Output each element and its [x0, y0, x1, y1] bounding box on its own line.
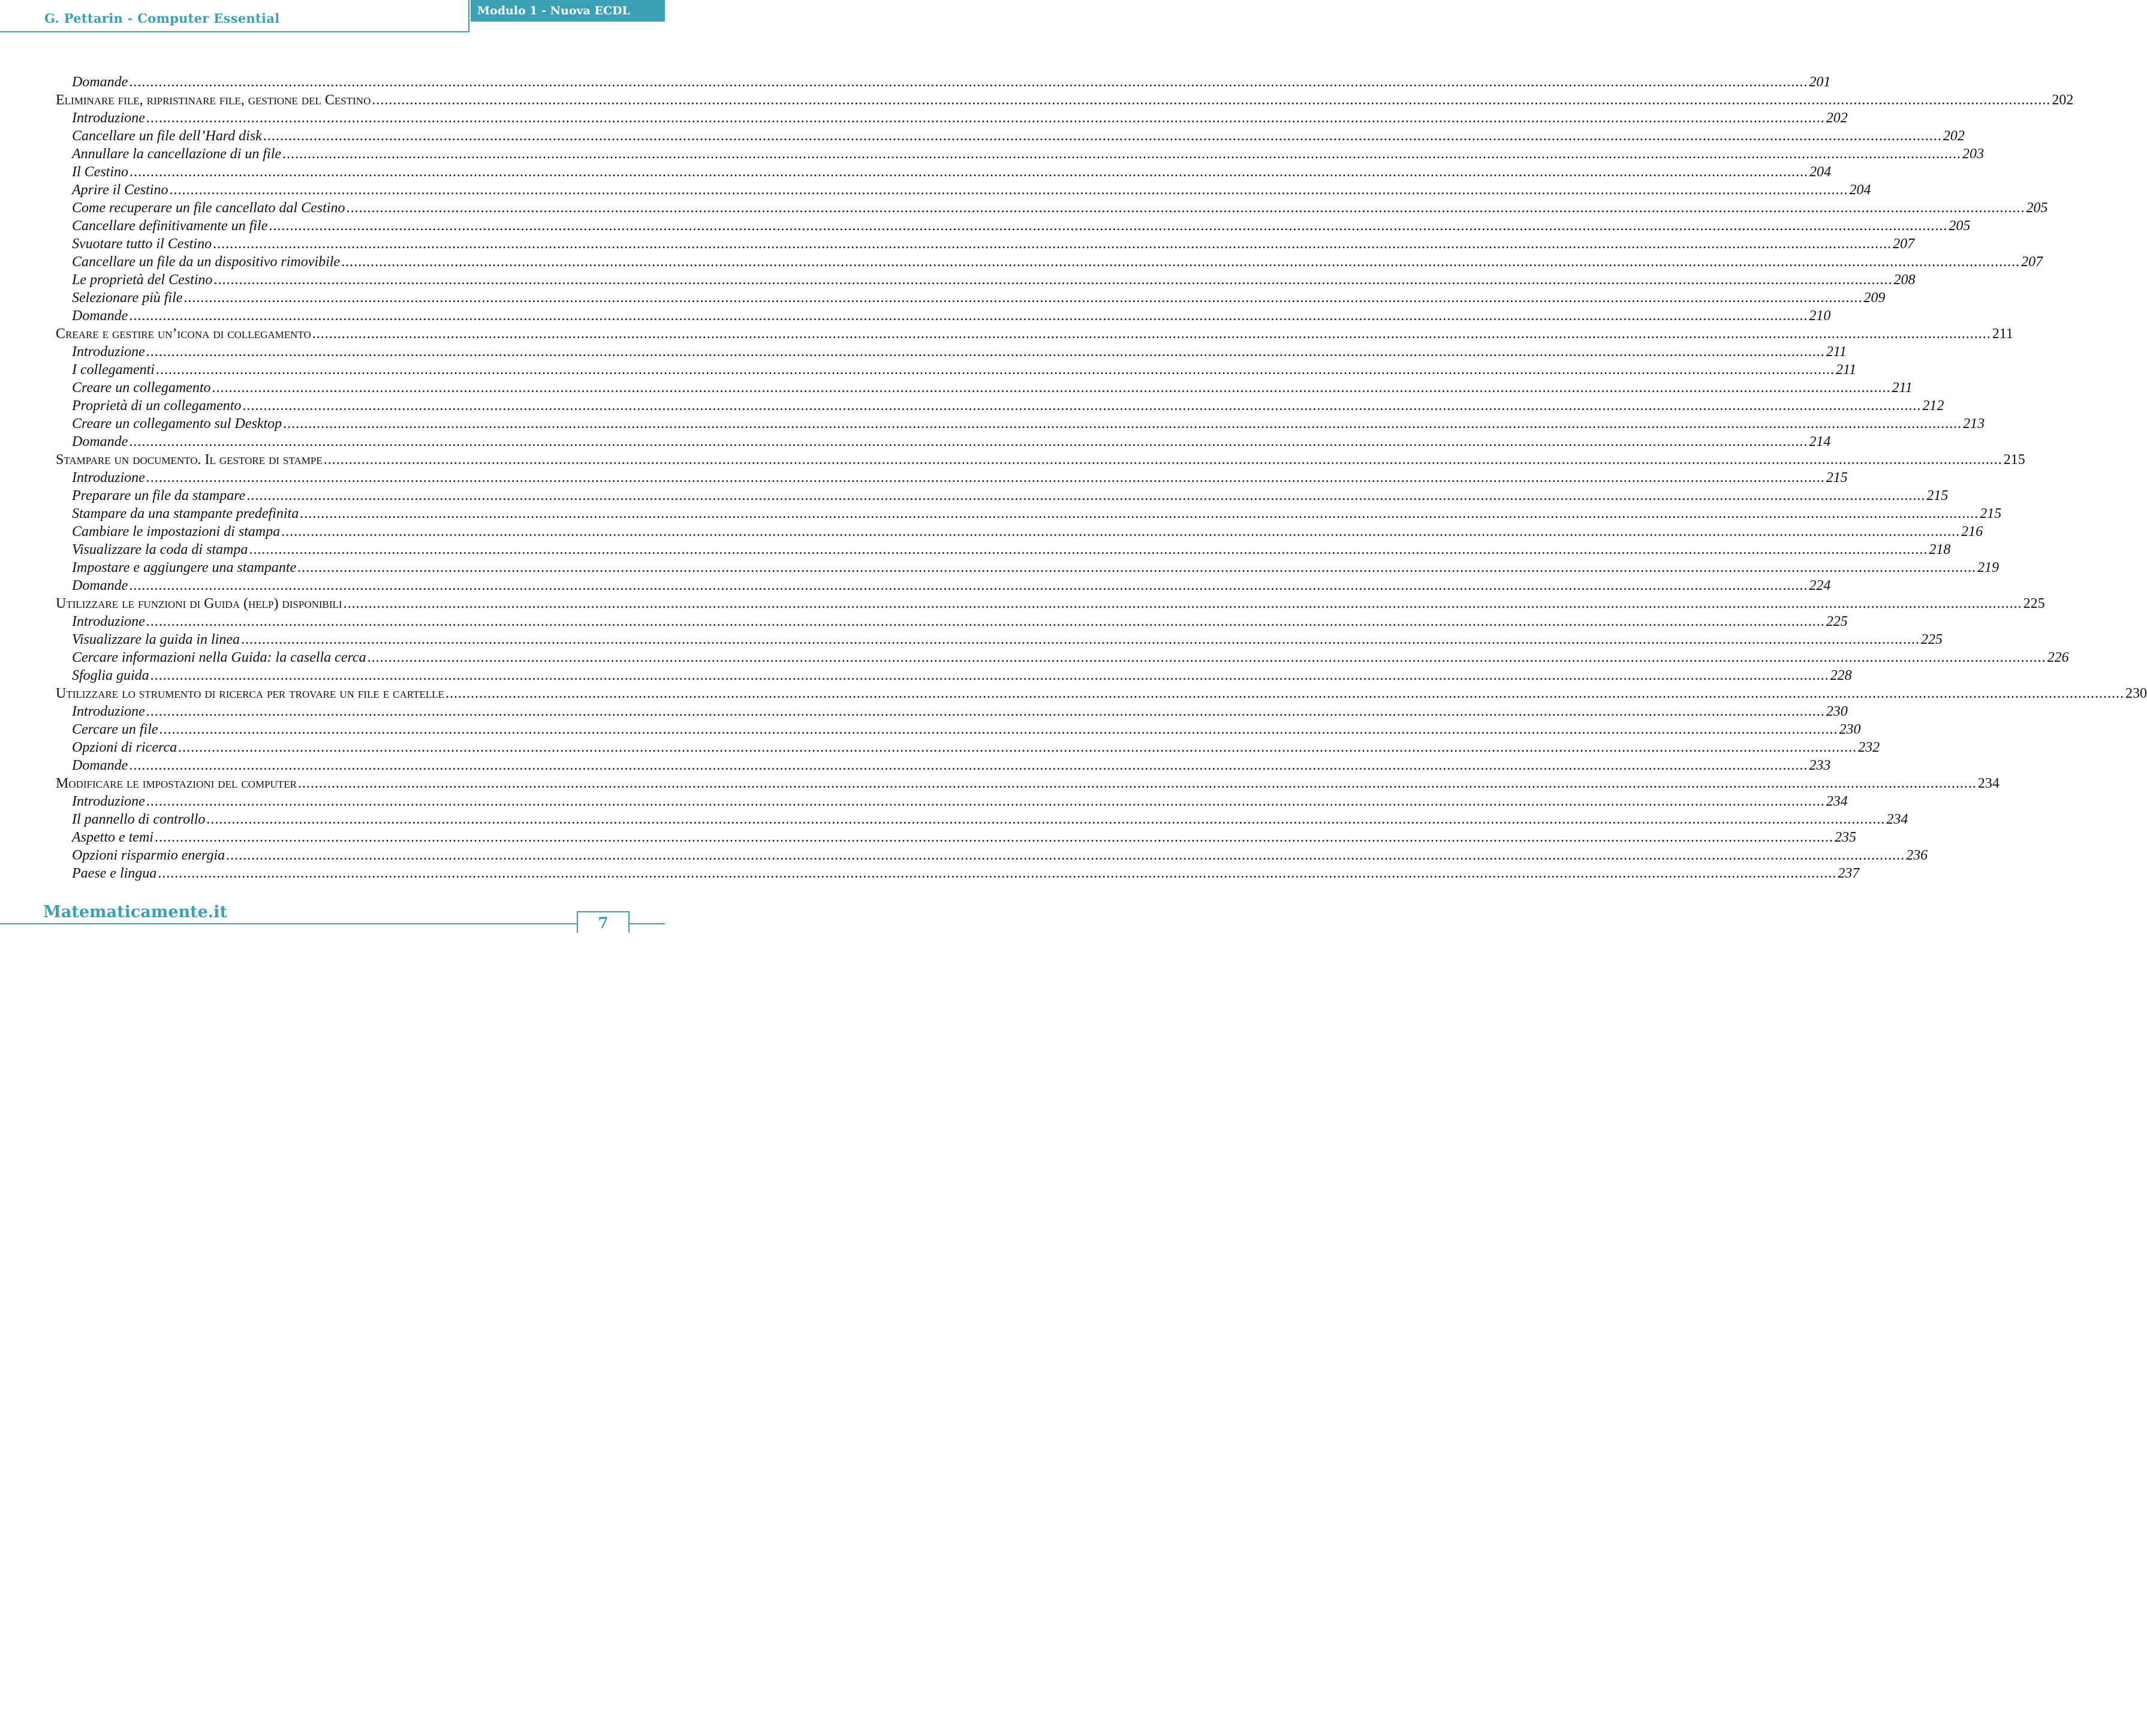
toc-entry-title: Domande [72, 578, 128, 593]
toc-entry-title: Cancellare definitivamente un file [72, 218, 268, 234]
toc-subsection-entry [56, 541, 1951, 559]
toc-entry-title: Creare un collegamento [72, 380, 211, 396]
toc-dot-leader: ................................................................................................................................................................................................................................................................................................................................................................................................................ [129, 434, 1808, 450]
toc-dot-leader: ................................................................................................................................................................................................................................................................................................................................................................................................................ [372, 92, 2051, 108]
toc-dot-leader: ................................................................................................................................................................................................................................................................................................................................................................................................................ [281, 524, 1961, 540]
toc-entry-title: Opzioni risparmio energia [72, 848, 225, 863]
header-module-label: Modulo 1 - Nuova ECDL [477, 4, 630, 17]
toc-dot-leader: ................................................................................................................................................................................................................................................................................................................................................................................................................ [341, 254, 2020, 270]
toc-entry-page: 225 [1826, 614, 1848, 629]
toc-subsection-entry [56, 667, 1852, 685]
toc-entry-title: Come recuperare un file cancellato dal Cestino [72, 200, 345, 216]
footer-rule [0, 923, 665, 924]
toc-subsection-entry [56, 343, 1847, 361]
toc-entry-title: Cambiare le impostazioni di stampa [72, 524, 281, 540]
page-number-box [577, 911, 630, 933]
toc-subsection-entry [56, 307, 1831, 325]
toc-entry-page: 211 [1835, 362, 1857, 378]
toc-entry-title: Domande [72, 74, 128, 90]
toc-entry-page: 219 [1977, 560, 2000, 575]
toc-entry-title: Introduzione [72, 614, 145, 629]
toc-entry-title: Introduzione [72, 470, 145, 486]
toc-entry-page: 214 [1809, 434, 1831, 450]
toc-entry-title: Visualizzare la coda di stampa [72, 542, 248, 557]
toc-dot-leader: ................................................................................................................................................................................................................................................................................................................................................................................................................ [154, 830, 1833, 845]
toc-subsection-entry [56, 864, 1860, 882]
toc-entry-page: 230 [1839, 722, 1861, 737]
toc-entry-title: Modificare le impostazioni del computer [56, 776, 297, 791]
toc-dot-leader: ................................................................................................................................................................................................................................................................................................................................................................................................................ [241, 632, 1920, 647]
toc-section-entry [56, 774, 2000, 792]
toc-subsection-entry [56, 613, 1848, 631]
toc-section-entry [56, 91, 2074, 109]
header-title: G. Pettarin - Computer Essential [44, 11, 280, 26]
toc-entry-title: Eliminare file, ripristinare file, gestione del Cestino [56, 92, 371, 108]
toc-entry-page: 235 [1834, 830, 1856, 845]
toc-subsection-entry [56, 739, 1880, 757]
toc-subsection-entry [56, 235, 1915, 253]
toc-dot-leader: ................................................................................................................................................................................................................................................................................................................................................................................................................ [146, 794, 1825, 809]
toc-entry-title: Preparare un file da stampare [72, 488, 246, 504]
toc-dot-leader: ................................................................................................................................................................................................................................................................................................................................................................................................................ [212, 380, 1891, 396]
toc-subsection-entry [56, 433, 1831, 451]
toc-subsection-entry [56, 577, 1831, 595]
toc-dot-leader: ................................................................................................................................................................................................................................................................................................................................................................................................................ [312, 326, 1991, 342]
toc-subsection-entry [56, 792, 1848, 810]
toc-entry-page: 212 [1922, 398, 1944, 414]
toc-entry-page: 207 [2021, 254, 2043, 270]
toc-entry-title: Utilizzare le funzioni di Guida (help) disponibili [56, 596, 342, 611]
toc-entry-title: Impostare e aggiungere una stampante [72, 560, 297, 575]
toc-dot-leader: ................................................................................................................................................................................................................................................................................................................................................................................................................ [346, 200, 2025, 216]
toc-dot-leader: ................................................................................................................................................................................................................................................................................................................................................................................................................ [282, 146, 1962, 162]
toc-entry-page: 205 [1949, 218, 1971, 234]
toc-section-entry [56, 685, 2147, 703]
toc-subsection-entry [56, 703, 1848, 721]
toc-subsection-entry [56, 397, 1944, 415]
toc-entry-title: Selezionare più file [72, 290, 183, 306]
toc-subsection-entry [56, 253, 2043, 271]
toc-dot-leader: ................................................................................................................................................................................................................................................................................................................................................................................................................ [129, 74, 1808, 90]
toc-entry-page: 216 [1961, 524, 1983, 540]
toc-subsection-entry [56, 163, 1831, 181]
toc-subsection-entry [56, 487, 1949, 505]
toc-entry-title: Svuotare tutto il Cestino [72, 236, 212, 252]
toc-subsection-entry [56, 846, 1928, 864]
header-divider [468, 0, 469, 32]
toc-dot-leader: ................................................................................................................................................................................................................................................................................................................................................................................................................ [213, 272, 1893, 288]
toc-subsection-entry [56, 559, 2000, 577]
toc-entry-title: Annullare la cancellazione di un file [72, 146, 282, 162]
toc-entry-title: Cancellare un file dell’Hard disk [72, 128, 262, 144]
toc-dot-leader: ................................................................................................................................................................................................................................................................................................................................................................................................................ [150, 668, 1829, 683]
toc-dot-leader: ................................................................................................................................................................................................................................................................................................................................................................................................................ [146, 110, 1825, 126]
toc-entry-title: Il Cestino [72, 164, 128, 180]
toc-entry-title: Introduzione [72, 704, 145, 719]
toc-dot-leader: ................................................................................................................................................................................................................................................................................................................................................................................................................ [130, 164, 1808, 180]
toc-entry-title: Creare e gestire un’icona di collegamento [56, 326, 311, 342]
toc-subsection-entry [56, 721, 1861, 739]
toc-entry-title: Domande [72, 434, 128, 450]
toc-entry-page: 215 [1926, 488, 1949, 504]
toc-dot-leader: ................................................................................................................................................................................................................................................................................................................................................................................................................ [206, 812, 1886, 827]
toc-section-entry [56, 595, 2045, 613]
toc-entry-page: 203 [1962, 146, 1985, 162]
table-of-contents [56, 73, 2147, 882]
footer-site-name: Matematicamente.it [43, 903, 227, 921]
toc-subsection-entry [56, 523, 1983, 541]
toc-entry-page: 234 [1886, 812, 1908, 827]
toc-entry-title: Stampare un documento. Il gestore di stampe [56, 452, 323, 468]
toc-entry-page: 213 [1963, 416, 1985, 432]
toc-entry-page: 228 [1830, 668, 1852, 683]
toc-subsection-entry [56, 271, 1916, 289]
toc-entry-title: Aspetto e temi [72, 830, 153, 845]
toc-entry-page: 230 [1826, 704, 1848, 719]
header-rule [0, 31, 469, 32]
toc-entry-page: 207 [1893, 236, 1915, 252]
toc-entry-title: Domande [72, 308, 128, 324]
toc-subsection-entry [56, 505, 2002, 523]
toc-dot-leader: ................................................................................................................................................................................................................................................................................................................................................................................................................ [178, 740, 1857, 755]
toc-dot-leader: ................................................................................................................................................................................................................................................................................................................................................................................................................ [249, 542, 1928, 557]
toc-dot-leader: ................................................................................................................................................................................................................................................................................................................................................................................................................ [213, 236, 1892, 252]
toc-dot-leader: ................................................................................................................................................................................................................................................................................................................................................................................................................ [300, 506, 1979, 522]
toc-dot-leader: ................................................................................................................................................................................................................................................................................................................................................................................................................ [343, 596, 2022, 611]
toc-entry-title: Domande [72, 758, 128, 773]
toc-entry-page: 208 [1893, 272, 1916, 288]
toc-section-entry [56, 325, 2013, 343]
toc-entry-page: 225 [1921, 632, 1943, 647]
toc-dot-leader: ................................................................................................................................................................................................................................................................................................................................................................................................................ [445, 686, 2124, 701]
toc-dot-leader: ................................................................................................................................................................................................................................................................................................................................................................................................................ [146, 614, 1825, 629]
toc-entry-page: 224 [1809, 578, 1831, 593]
toc-dot-leader: ................................................................................................................................................................................................................................................................................................................................................................................................................ [146, 470, 1825, 486]
toc-subsection-entry [56, 109, 1848, 127]
toc-dot-leader: ................................................................................................................................................................................................................................................................................................................................................................................................................ [129, 758, 1808, 773]
toc-subsection-entry [56, 469, 1848, 487]
toc-entry-title: Stampare da una stampante predefinita [72, 506, 299, 522]
toc-entry-page: 234 [1826, 794, 1848, 809]
toc-entry-title: Paese e lingua [72, 866, 157, 881]
toc-subsection-entry [56, 361, 1857, 379]
toc-subsection-entry [56, 631, 1943, 649]
toc-entry-title: Introduzione [72, 344, 145, 360]
toc-subsection-entry [56, 289, 1886, 307]
toc-dot-leader: ................................................................................................................................................................................................................................................................................................................................................................................................................ [246, 488, 1926, 504]
toc-entry-page: 210 [1809, 308, 1831, 324]
toc-dot-leader: ................................................................................................................................................................................................................................................................................................................................................................................................................ [297, 560, 1977, 575]
toc-subsection-entry [56, 127, 1965, 145]
toc-subsection-entry [56, 810, 1908, 828]
toc-entry-page: 202 [1943, 128, 1965, 144]
toc-subsection-entry [56, 757, 1831, 774]
toc-entry-page: 218 [1929, 542, 1951, 557]
toc-entry-title: Cercare informazioni nella Guida: la casella cerca [72, 650, 366, 665]
toc-entry-page: 205 [2026, 200, 2048, 216]
toc-dot-leader: ................................................................................................................................................................................................................................................................................................................................................................................................................ [297, 776, 1977, 791]
toc-entry-page: 215 [1826, 470, 1848, 486]
toc-entry-page: 215 [1980, 506, 2002, 522]
toc-dot-leader: ................................................................................................................................................................................................................................................................................................................................................................................................................ [263, 128, 1942, 144]
toc-dot-leader: ................................................................................................................................................................................................................................................................................................................................................................................................................ [146, 704, 1825, 719]
toc-dot-leader: ................................................................................................................................................................................................................................................................................................................................................................................................................ [169, 182, 1848, 198]
toc-dot-leader: ................................................................................................................................................................................................................................................................................................................................................................................................................ [283, 416, 1962, 432]
toc-entry-page: 236 [1906, 848, 1928, 863]
toc-dot-leader: ................................................................................................................................................................................................................................................................................................................................................................................................................ [226, 848, 1905, 863]
toc-dot-leader: ................................................................................................................................................................................................................................................................................................................................................................................................................ [323, 452, 2003, 468]
toc-entry-page: 202 [2052, 92, 2074, 108]
toc-dot-leader: ................................................................................................................................................................................................................................................................................................................................................................................................................ [183, 290, 1863, 306]
page-number: 7 [598, 914, 609, 932]
toc-subsection-entry [56, 415, 1985, 433]
toc-dot-leader: ................................................................................................................................................................................................................................................................................................................................................................................................................ [129, 308, 1808, 324]
toc-entry-page: 215 [2003, 452, 2025, 468]
toc-dot-leader: ................................................................................................................................................................................................................................................................................................................................................................................................................ [146, 344, 1825, 360]
toc-entry-page: 201 [1809, 74, 1831, 90]
toc-subsection-entry [56, 73, 1831, 91]
toc-dot-leader: ................................................................................................................................................................................................................................................................................................................................................................................................................ [158, 866, 1837, 881]
toc-entry-page: 237 [1838, 866, 1860, 881]
toc-entry-page: 230 [2125, 686, 2147, 701]
toc-entry-page: 225 [2023, 596, 2045, 611]
toc-entry-page: 204 [1849, 182, 1871, 198]
toc-entry-page: 211 [1826, 344, 1847, 360]
toc-dot-leader: ................................................................................................................................................................................................................................................................................................................................................................................................................ [155, 362, 1835, 378]
toc-entry-title: Opzioni di ricerca [72, 740, 177, 755]
toc-dot-leader: ................................................................................................................................................................................................................................................................................................................................................................................................................ [159, 722, 1838, 737]
toc-entry-title: Proprietà di un collegamento [72, 398, 242, 414]
toc-entry-page: 211 [1992, 326, 2013, 342]
toc-entry-page: 209 [1863, 290, 1886, 306]
toc-dot-leader: ................................................................................................................................................................................................................................................................................................................................................................................................................ [242, 398, 1922, 414]
toc-section-entry [56, 451, 2025, 469]
toc-entry-title: Sfoglia guida [72, 668, 149, 683]
toc-subsection-entry [56, 145, 1985, 163]
toc-subsection-entry [56, 379, 1913, 397]
toc-entry-page: 234 [1977, 776, 2000, 791]
toc-entry-title: Utilizzare lo strumento di ricerca per trovare un file e cartelle [56, 686, 444, 701]
toc-entry-title: Aprire il Cestino [72, 182, 168, 198]
toc-dot-leader: ................................................................................................................................................................................................................................................................................................................................................................................................................ [269, 218, 1948, 234]
toc-subsection-entry [56, 199, 2048, 217]
toc-entry-page: 232 [1858, 740, 1880, 755]
toc-entry-title: I collegamenti [72, 362, 155, 378]
toc-entry-page: 233 [1809, 758, 1831, 773]
toc-subsection-entry [56, 181, 1871, 199]
toc-entry-title: Creare un collegamento sul Desktop [72, 416, 282, 432]
toc-entry-title: Introduzione [72, 110, 145, 126]
header-module-badge [471, 0, 665, 22]
toc-entry-page: 211 [1892, 380, 1913, 396]
toc-entry-title: Le proprietà del Cestino [72, 272, 213, 288]
toc-entry-page: 226 [2047, 650, 2069, 665]
toc-entry-page: 204 [1809, 164, 1831, 180]
toc-subsection-entry [56, 828, 1856, 846]
toc-dot-leader: ................................................................................................................................................................................................................................................................................................................................................................................................................ [129, 578, 1808, 593]
toc-subsection-entry [56, 649, 2069, 667]
toc-entry-title: Cancellare un file da un dispositivo rimovibile [72, 254, 341, 270]
toc-entry-page: 202 [1826, 110, 1848, 126]
toc-entry-title: Introduzione [72, 794, 145, 809]
toc-subsection-entry [56, 217, 1971, 235]
toc-dot-leader: ................................................................................................................................................................................................................................................................................................................................................................................................................ [367, 650, 2046, 665]
toc-entry-title: Il pannello di controllo [72, 812, 206, 827]
toc-entry-title: Cercare un file [72, 722, 158, 737]
toc-entry-title: Visualizzare la guida in linea [72, 632, 240, 647]
